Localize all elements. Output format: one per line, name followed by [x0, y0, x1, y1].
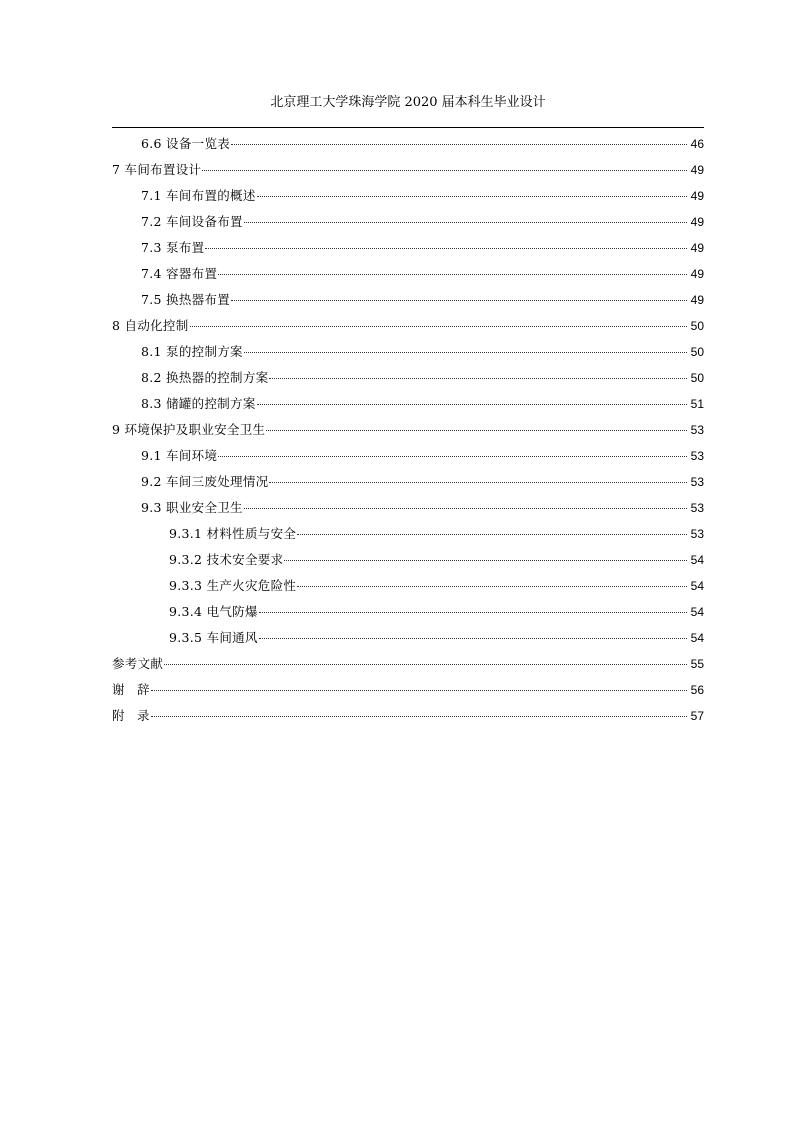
toc-entry[interactable]: [112, 599, 704, 625]
toc-dot-leader: [202, 170, 687, 171]
toc-entry[interactable]: [112, 521, 704, 547]
toc-dot-leader: [244, 352, 687, 353]
toc-page-number: 49: [690, 163, 704, 177]
toc-entry-title: 9.3.1 材料性质与安全: [169, 526, 297, 541]
toc-dot-leader: [259, 612, 687, 613]
toc-page-number: 57: [690, 709, 704, 723]
toc-entry[interactable]: [112, 417, 704, 443]
toc-page-number: 53: [690, 501, 704, 515]
table-of-contents: [112, 131, 704, 729]
toc-entry[interactable]: [112, 131, 704, 157]
toc-dot-leader: [205, 248, 687, 249]
toc-entry[interactable]: [112, 469, 704, 495]
toc-dot-leader: [266, 430, 687, 431]
toc-page-number: 54: [690, 605, 704, 619]
toc-entry-title: 附 录: [112, 708, 150, 723]
toc-entry[interactable]: [112, 157, 704, 183]
toc-entry[interactable]: [112, 651, 704, 677]
toc-dot-leader: [218, 274, 687, 275]
toc-entry[interactable]: [112, 391, 704, 417]
toc-entry[interactable]: [112, 313, 704, 339]
toc-dot-leader: [190, 326, 687, 327]
toc-entry-title: 9 环境保护及职业安全卫生: [112, 422, 266, 437]
toc-entry-title: 8 自动化控制: [112, 318, 189, 333]
toc-entry-title: 9.3.4 电气防爆: [169, 604, 258, 619]
header-rule: [112, 127, 704, 128]
toc-dot-leader: [269, 378, 687, 379]
toc-entry-title: 9.3 职业安全卫生: [141, 500, 243, 515]
toc-page-number: 53: [690, 423, 704, 437]
toc-page-number: 49: [690, 241, 704, 255]
toc-dot-leader: [297, 586, 687, 587]
toc-entry-title: 8.1 泵的控制方案: [141, 344, 243, 359]
toc-dot-leader: [151, 690, 687, 691]
toc-page-number: 54: [690, 631, 704, 645]
toc-dot-leader: [231, 300, 687, 301]
toc-page-number: 55: [690, 657, 704, 671]
toc-entry-title: 9.3.2 技术安全要求: [169, 552, 284, 567]
toc-entry-title: 8.2 换热器的控制方案: [141, 370, 269, 385]
toc-entry-title: 9.3.3 生产火灾危险性: [169, 578, 297, 593]
toc-dot-leader: [218, 456, 687, 457]
toc-page-number: 49: [690, 189, 704, 203]
toc-dot-leader: [257, 404, 687, 405]
toc-entry[interactable]: [112, 235, 704, 261]
toc-page-number: 54: [690, 553, 704, 567]
toc-entry[interactable]: [112, 183, 704, 209]
toc-entry-title: 6.6 设备一览表: [141, 136, 231, 151]
page-header: [112, 92, 704, 114]
toc-dot-leader: [244, 222, 687, 223]
toc-page-number: 53: [690, 449, 704, 463]
toc-page-number: 50: [690, 345, 704, 359]
toc-dot-leader: [244, 508, 687, 509]
toc-entry-title: 7.1 车间布置的概述: [141, 188, 256, 203]
toc-page-number: 50: [690, 319, 704, 333]
toc-dot-leader: [269, 482, 687, 483]
toc-entry[interactable]: [112, 495, 704, 521]
toc-dot-leader: [257, 196, 687, 197]
toc-entry[interactable]: [112, 443, 704, 469]
toc-page-number: 50: [690, 371, 704, 385]
toc-entry-title: 7.5 换热器布置: [141, 292, 231, 307]
toc-entry-title: 7.2 车间设备布置: [141, 214, 243, 229]
toc-entry-title: 8.3 储罐的控制方案: [141, 396, 256, 411]
toc-dot-leader: [164, 664, 687, 665]
toc-dot-leader: [151, 716, 687, 717]
toc-entry[interactable]: [112, 287, 704, 313]
toc-entry[interactable]: [112, 261, 704, 287]
toc-page-number: 46: [690, 137, 704, 151]
toc-entry-title: 7.3 泵布置: [141, 240, 205, 255]
toc-entry-title: 9.1 车间环境: [141, 448, 218, 463]
toc-entry[interactable]: [112, 573, 704, 599]
toc-entry[interactable]: [112, 677, 704, 703]
toc-entry[interactable]: [112, 547, 704, 573]
toc-entry-title: 7 车间布置设计: [112, 162, 202, 177]
toc-entry-title: 谢 辞: [112, 682, 150, 697]
toc-dot-leader: [231, 144, 687, 145]
toc-dot-leader: [297, 534, 687, 535]
toc-page-number: 56: [690, 683, 704, 697]
toc-dot-leader: [284, 560, 687, 561]
toc-dot-leader: [259, 638, 687, 639]
toc-entry[interactable]: [112, 625, 704, 651]
toc-entry-title: 7.4 容器布置: [141, 266, 218, 281]
header-title: 北京理工大学珠海学院 2020 届本科生毕业设计: [270, 95, 546, 110]
toc-page-number: 51: [690, 397, 704, 411]
toc-entry[interactable]: [112, 365, 704, 391]
toc-page-number: 54: [690, 579, 704, 593]
toc-entry-title: 9.2 车间三废处理情况: [141, 474, 269, 489]
toc-entry-title: 9.3.5 车间通风: [169, 630, 258, 645]
toc-entry[interactable]: [112, 209, 704, 235]
toc-page-number: 53: [690, 527, 704, 541]
toc-entry-title: 参考文献: [112, 656, 164, 671]
toc-entry[interactable]: [112, 703, 704, 729]
toc-page-number: 49: [690, 215, 704, 229]
toc-page-number: 49: [690, 267, 704, 281]
toc-page-number: 53: [690, 475, 704, 489]
toc-page-number: 49: [690, 293, 704, 307]
toc-entry[interactable]: [112, 339, 704, 365]
